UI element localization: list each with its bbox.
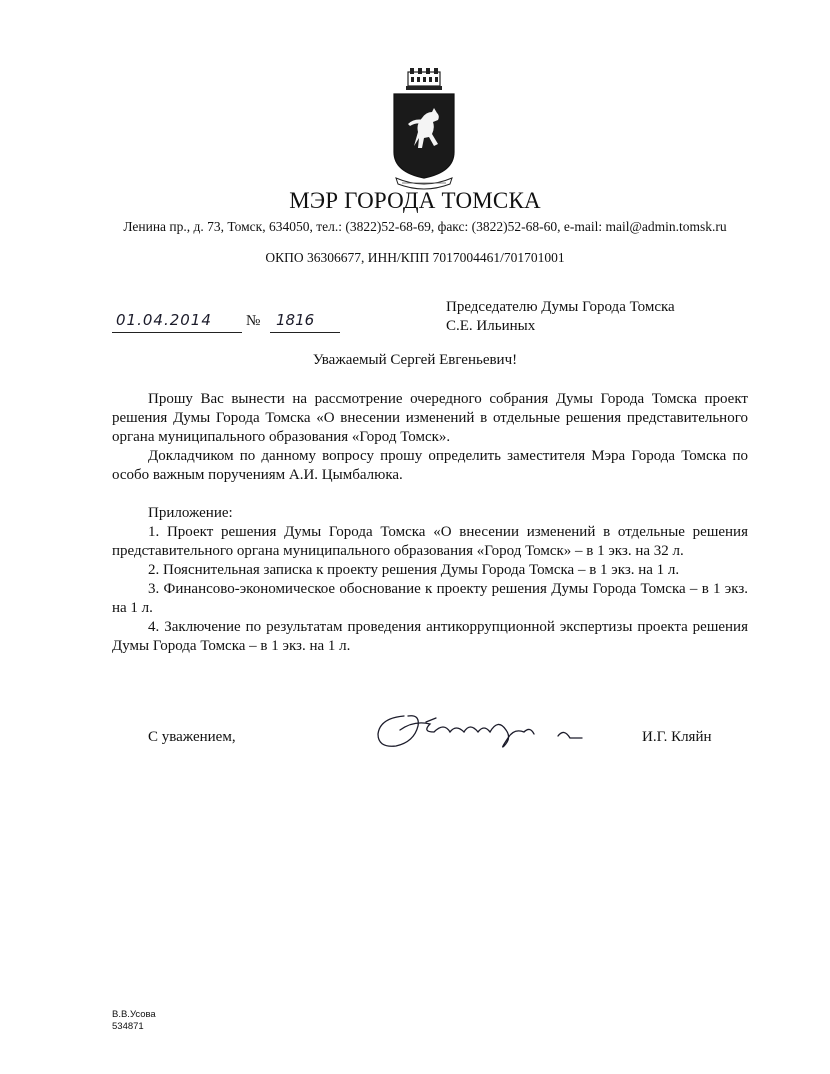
- handwritten-signature: [374, 708, 586, 752]
- sender-requisites: ОКПО 36306677, ИНН/КПП 7017004461/701701001: [265, 250, 565, 265]
- addressee-name: С.Е. Ильиных: [446, 318, 536, 334]
- salutation: Уважаемый Сергей Евгеньевич!: [312, 352, 518, 368]
- attachments-title: Приложение:: [148, 505, 233, 521]
- attachment-item: 1. Проект решения Думы Города Томска «О внесении изменений в отдельные решения представительного органа муниципального образования «Город Томск» – в 1 экз. на 32 л.: [112, 524, 748, 559]
- tomsk-coat-of-arms-icon: [388, 66, 460, 190]
- registration-number: 1816: [270, 311, 340, 333]
- attachment-item: 3. Финансово-экономическое обоснование к проекту решения Думы Города Томска – в 1 экз. на 1 л.: [112, 581, 748, 616]
- signer-name: И.Г. Кляйн: [642, 729, 712, 745]
- closing-phrase: С уважением,: [148, 729, 236, 745]
- letter-body: [112, 390, 748, 656]
- body-paragraph: Прошу Вас вынести на рассмотрение очередного собрания Думы Города Томска проект решения Думы Города Томска «О внесении изменений в отдельные решения представительного органа муниципального образования «Город Томск».: [112, 391, 748, 445]
- body-paragraph: Докладчиком по данному вопросу прошу определить заместителя Мэра Города Томска по особо важным поручениям А.И. Цымбалюка.: [112, 448, 748, 483]
- sender-title: МЭР ГОРОДА ТОМСКА: [289, 188, 541, 213]
- attachment-item: 2. Пояснительная записка к проекту решения Думы Города Томска – в 1 экз. на 1 л.: [148, 562, 680, 578]
- sender-address: Ленина пр., д. 73, Томск, 634050, тел.: (3822)52-68-69, факс: (3822)52-68-60, e-mail: mail@admin.tomsk.ru: [123, 219, 727, 234]
- addressee-block: [446, 298, 675, 336]
- executor-footer: [112, 1009, 156, 1033]
- executor-phone: 534871: [112, 1021, 144, 1032]
- registration-date: 01.04.2014: [112, 311, 242, 333]
- registration-number-label: №: [246, 313, 261, 329]
- attachment-item: 4. Заключение по результатам проведения антикоррупционной экспертизы проекта решения Думы Города Томска – в 1 экз. на 1 л.: [112, 619, 748, 654]
- addressee-position: Председателю Думы Города Томска: [446, 299, 675, 315]
- executor-name: В.В.Усова: [112, 1009, 156, 1020]
